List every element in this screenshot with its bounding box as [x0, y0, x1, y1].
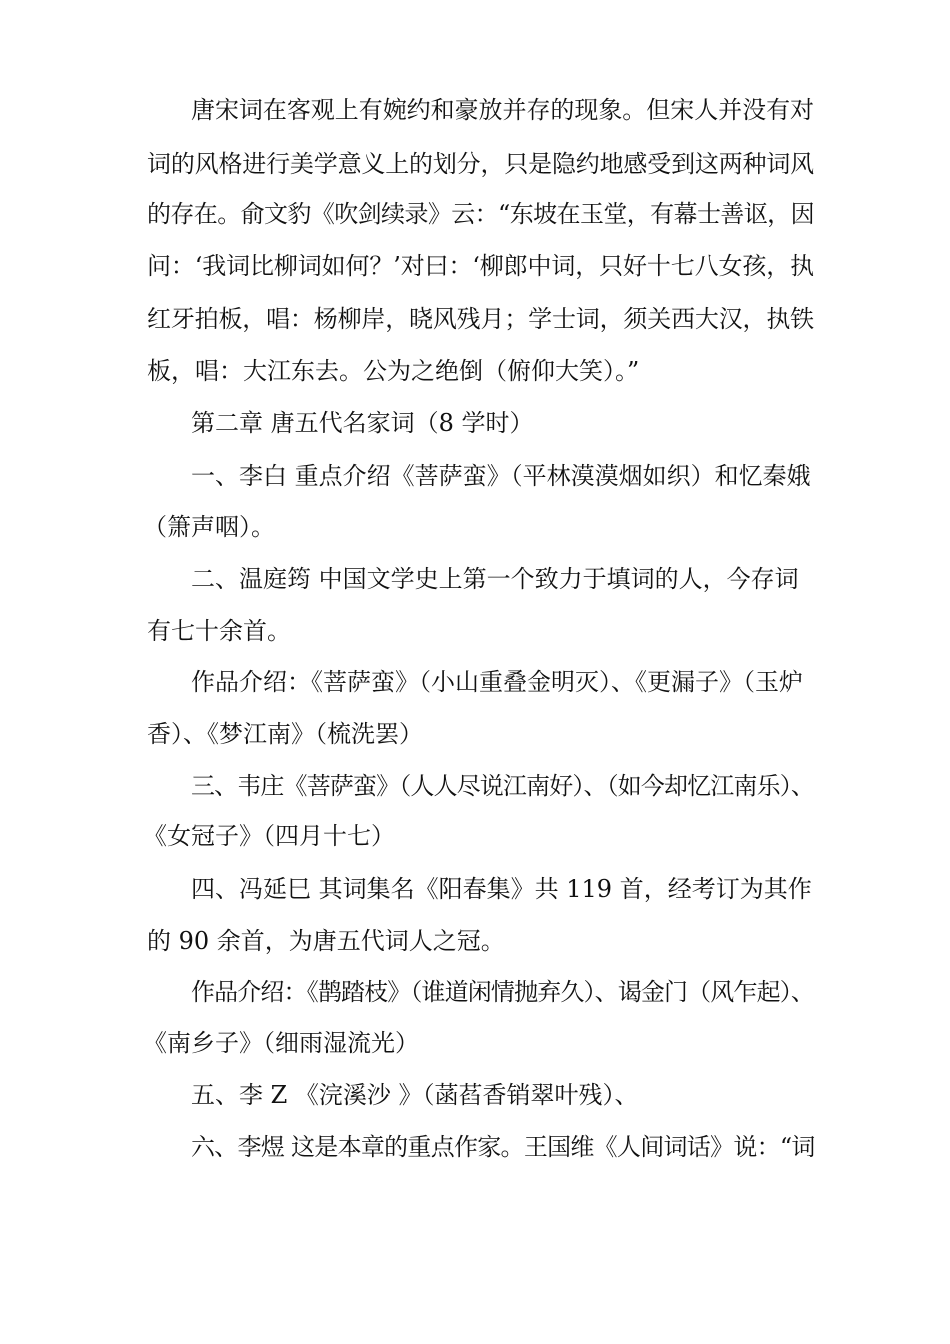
line-text: 板，唱：大江东去。公为之绝倒（俯仰大笑）。”: [147, 357, 640, 385]
line-text: （箫声咽）。: [143, 513, 275, 541]
line-text: 问：‘我词比柳词如何？’对曰：‘柳郎中词，只好十七八女孩，执: [147, 252, 814, 280]
line-text: 有七十余首。: [147, 617, 291, 645]
text-line: [191, 976, 814, 1008]
line-text: 二、温庭筠 中国文学史上第一个致力于填词的人，今存词: [191, 565, 799, 593]
line-text: 作品介绍：《菩萨蛮》（小山重叠金明灭）、《更漏子》（玉炉: [191, 668, 803, 696]
text-line: [147, 148, 814, 180]
text-line: [143, 1027, 419, 1059]
line-text: 第二章 唐五代名家词（8 学时）: [191, 409, 534, 437]
text-line: [147, 925, 505, 957]
line-text: 词的风格进行美学意义上的划分，只是隐约地感受到这两种词风: [147, 150, 814, 178]
line-text: 作品介绍：《鹊踏枝》（谁道闲情抛弃久）、谒金门（风乍起）、: [191, 978, 814, 1006]
text-line: [191, 770, 814, 802]
line-text: 的 90 余首，为唐五代词人之冠。: [147, 927, 505, 955]
text-line: [147, 198, 814, 230]
line-text: 红牙拍板，唱：杨柳岸，晓风残月；学士词，须关西大汉，执铁: [147, 305, 814, 333]
line-text: 的存在。俞文豹《吹剑续录》云：“东坡在玉堂，有幕士善讴，因: [147, 200, 814, 228]
line-text: 唐宋词在客观上有婉约和豪放并存的现象。但宋人并没有对: [191, 96, 814, 124]
text-line: [191, 94, 814, 126]
text-line: [191, 460, 811, 492]
line-text: 香）、《梦江南》（梳洗罢）: [147, 720, 423, 748]
text-line: [147, 615, 291, 647]
text-line: [147, 355, 639, 387]
line-text: 三、韦庄《菩萨蛮》（人人尽说江南好）、（如今却忆江南乐）、: [191, 772, 814, 800]
text-line: [191, 563, 799, 595]
line-text: 四、冯延巳 其词集名《阳春集》共 119 首，经考订为其作: [191, 875, 812, 903]
text-line: [191, 1131, 815, 1163]
text-line: [191, 1079, 639, 1111]
text-line: [147, 250, 814, 282]
text-line: [191, 666, 803, 698]
line-text: 六、李煜 这是本章的重点作家。王国维《人间词话》说：“词: [191, 1133, 815, 1161]
line-text: 一、李白 重点介绍《菩萨蛮》（平林漠漠烟如织）和忆秦娥: [191, 462, 811, 490]
text-line: [147, 303, 814, 335]
line-text: 《南乡子》（细雨湿流光）: [143, 1029, 419, 1057]
chapter-heading: [191, 407, 534, 439]
text-line: [143, 511, 275, 543]
line-text: 五、李 Z 《浣溪沙 》（菡萏香销翠叶残）、: [191, 1081, 639, 1109]
text-line: [191, 873, 812, 905]
line-text: 《女冠子》（四月十七）: [143, 822, 395, 850]
text-line: [147, 718, 423, 750]
text-line: [143, 820, 395, 852]
